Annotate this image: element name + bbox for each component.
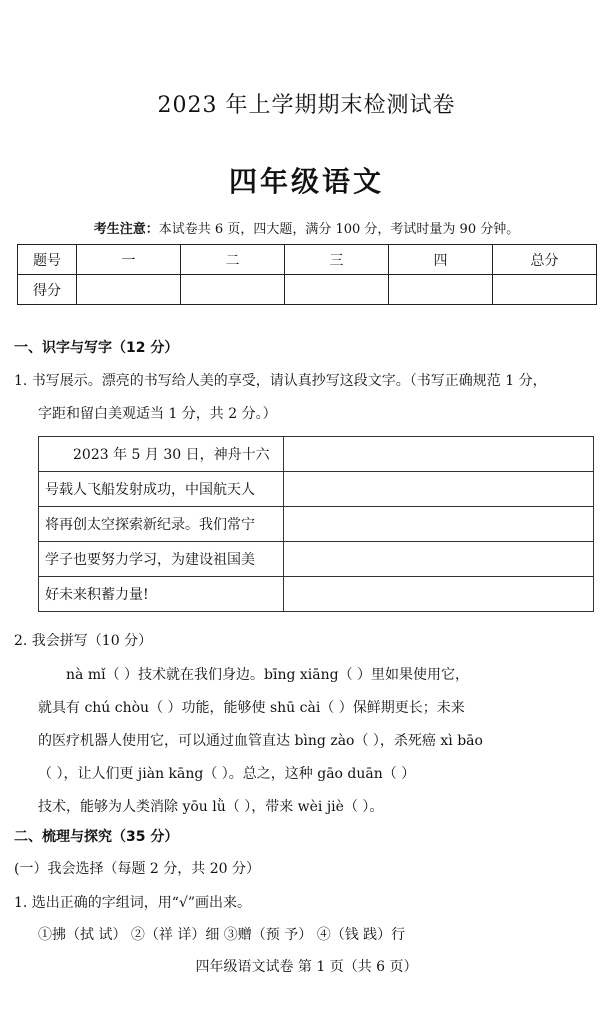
copy-row <box>39 577 594 612</box>
exam-subtitle: 四年级语文 <box>228 165 384 198</box>
score-cell[interactable] <box>493 275 597 305</box>
copy-source-text: 好未来积蓄力量! <box>39 577 284 612</box>
q2-line: 就具有 chú chòu（ ）功能，能够使 shū cài（ ）保鲜期更长；未来 <box>38 700 465 716</box>
score-cell[interactable] <box>77 275 181 305</box>
copy-source-text: 学子也要努力学习，为建设祖国美 <box>39 542 284 577</box>
page-footer: 四年级语文试卷 第 1 页（共 6 页） <box>195 959 418 975</box>
score-row-label: 得分 <box>18 275 77 305</box>
score-table-header-row <box>18 245 597 275</box>
score-header-cell: 总分 <box>493 245 597 275</box>
q1-instruction-line1: 1. 书写展示。漂亮的书写给人美的享受，请认真抄写这段文字。（书写正确规范 1 分， <box>14 373 547 389</box>
q2-line: 技术，能够为人类消除 yōu lǜ（ ），带来 wèi jiè（ ）。 <box>38 799 384 815</box>
s2-q1-instruction: 1. 选出正确的字组词，用“√”画出来。 <box>14 895 252 911</box>
score-cell[interactable] <box>285 275 389 305</box>
copy-source-text: 将再创太空探索新纪录。我们常宁 <box>39 507 284 542</box>
copy-row <box>39 472 594 507</box>
exam-notice <box>0 218 613 237</box>
copy-row <box>39 507 594 542</box>
copy-row <box>39 542 594 577</box>
q2-line: nà mǐ（ ）技术就在我们身边。bīng xiāng（ ）里如果使用它， <box>66 667 470 683</box>
score-cell[interactable] <box>181 275 285 305</box>
copy-answer-cell[interactable] <box>284 542 594 577</box>
copy-table <box>38 436 594 612</box>
exam-title: 2023 年上学期期末检测试卷 <box>157 93 456 118</box>
score-header-cell: 三 <box>285 245 389 275</box>
score-table-score-row <box>18 275 597 305</box>
q2-line: 的医疗机器人使用它，可以通过血管直达 bìng zào（ ），杀死癌 xì bāo <box>38 733 483 749</box>
copy-answer-cell[interactable] <box>284 577 594 612</box>
copy-source-text: 号载人飞船发射成功，中国航天人 <box>39 472 284 507</box>
copy-answer-cell[interactable] <box>284 437 594 472</box>
copy-row <box>39 437 594 472</box>
q1-instruction-line2: 字距和留白美观适当 1 分，共 2 分。） <box>38 406 277 422</box>
score-header-cell: 四 <box>389 245 493 275</box>
copy-source-text: 2023 年 5 月 30 日，神舟十六 <box>39 437 284 472</box>
section1-heading: 一、识字与写字（12 分） <box>14 340 179 356</box>
section2-subheading: (一）我会选择（每题 2 分，共 20 分） <box>14 861 260 877</box>
q2-line: （ ），让人们更 jiàn kāng（ ）。总之，这种 gāo duān（ ） <box>38 766 416 782</box>
score-header-cell: 一 <box>77 245 181 275</box>
copy-answer-cell[interactable] <box>284 472 594 507</box>
notice-text: 本试卷共 6 页，四大题，满分 100 分，考试时量为 90 分钟。 <box>158 222 520 237</box>
s2-q1-options: ①拂（拭 试） ②（祥 详）细 ③赠（预 予） ④（钱 践）行 <box>38 927 406 943</box>
q2-heading: 2. 我会拼写（10 分） <box>14 633 153 649</box>
section2-heading: 二、梳理与探究（35 分） <box>14 829 179 845</box>
copy-answer-cell[interactable] <box>284 507 594 542</box>
score-table <box>17 244 597 305</box>
score-header-cell: 二 <box>181 245 285 275</box>
notice-label: 考生注意： <box>93 222 159 237</box>
score-header-cell: 题号 <box>18 245 77 275</box>
score-cell[interactable] <box>389 275 493 305</box>
